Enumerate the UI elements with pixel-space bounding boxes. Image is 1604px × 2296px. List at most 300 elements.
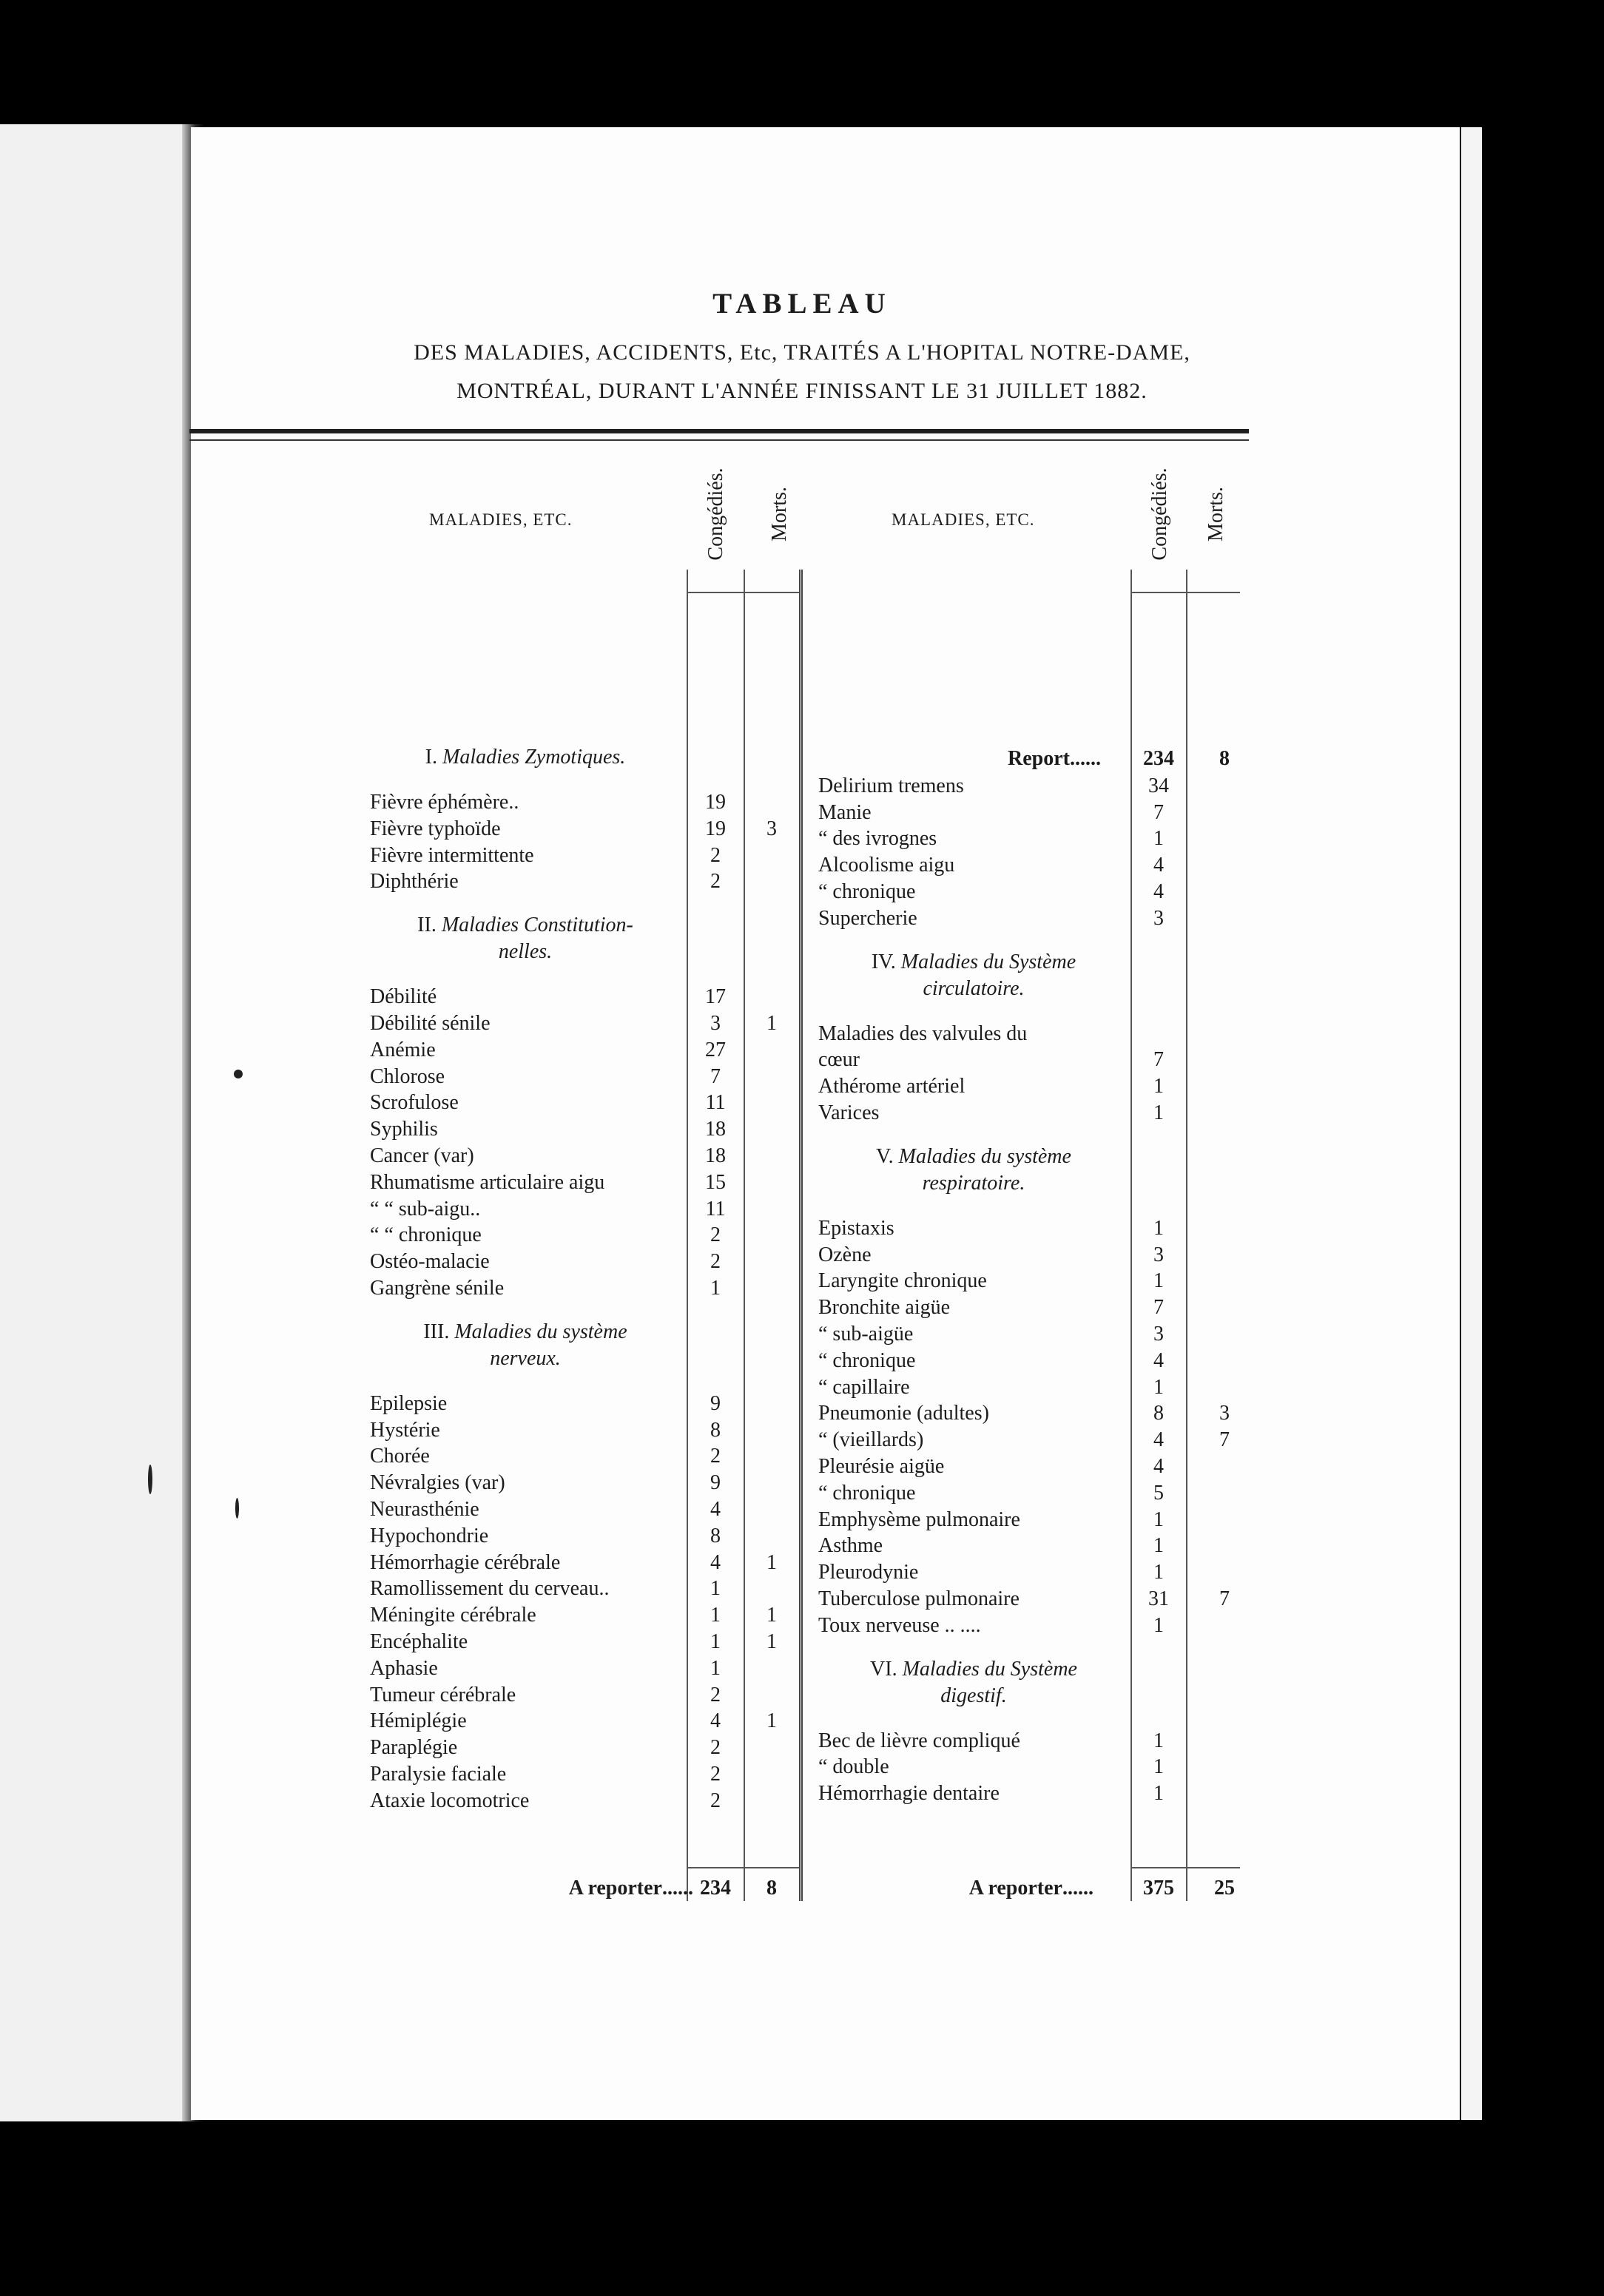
- congedies-value: 2: [710, 1223, 721, 1247]
- section-title: Maladies du Système: [900, 950, 1076, 973]
- morts-value: 1: [766, 1012, 777, 1035]
- table-row: [818, 1243, 1247, 1268]
- disease-name-text: Fièvre éphémère..: [370, 791, 522, 814]
- disease-name: [370, 1064, 684, 1090]
- left-total-rule: [688, 1867, 799, 1868]
- page-subtitle-line1: DES MALADIES, ACCIDENTS, Etc, TRAITÉS A L'HOPITAL NOTRE-DAME,: [414, 340, 1190, 365]
- table-row: [370, 1524, 794, 1549]
- disease-name-text: Ostéo-malacie: [370, 1250, 493, 1273]
- disease-name-text: “ chronique: [818, 1349, 918, 1372]
- table-row: [370, 1090, 794, 1115]
- disease-name-text: “ chronique: [818, 880, 918, 903]
- disease-name-text: Maladies des valvules du: [818, 1022, 1030, 1045]
- congedies-value: 1: [1153, 1075, 1164, 1098]
- section-title-continued: respiratoire.: [922, 1171, 1025, 1195]
- congedies-value: 1: [710, 1656, 721, 1680]
- disease-name: [370, 985, 684, 1010]
- congedies-value: 1: [1153, 1269, 1164, 1293]
- disease-name: [370, 1223, 684, 1248]
- congedies-value: 1: [710, 1277, 721, 1300]
- disease-name: [370, 1656, 684, 1681]
- disease-name-text: “ sub-aigüe: [818, 1323, 916, 1345]
- disease-name: [818, 1348, 1129, 1374]
- disease-name: [370, 869, 684, 894]
- right-total-rule: [1130, 1867, 1240, 1868]
- table-row: [370, 1038, 794, 1063]
- disease-name-text: Hystérie: [370, 1419, 443, 1442]
- disease-name: [370, 1391, 684, 1417]
- section-title-continued: circulatoire.: [923, 976, 1025, 1000]
- smudge-mark: [148, 1465, 152, 1494]
- disease-name-text: Bec de lièvre compliqué: [818, 1729, 1023, 1752]
- disease-name-text: Fièvre typhoïde: [370, 817, 504, 840]
- disease-name: [370, 1789, 684, 1814]
- congedies-value: 11: [705, 1197, 726, 1220]
- disease-name-text: Fièvre intermittente: [370, 844, 537, 867]
- disease-name: [370, 1683, 684, 1708]
- table-row: [370, 1117, 794, 1142]
- disease-name-text: Supercherie: [818, 907, 920, 930]
- right-report-row: [818, 744, 1247, 774]
- congedies-value: 1: [1153, 827, 1164, 851]
- disease-name: [370, 1576, 684, 1601]
- section-numeral: II.: [417, 914, 437, 937]
- table-row: [818, 1295, 1247, 1320]
- table-row: [370, 1249, 794, 1274]
- table-row: [818, 1587, 1247, 1612]
- table-row: [370, 843, 794, 868]
- smudge-mark: [235, 1498, 239, 1519]
- congedies-value: 1: [1153, 1216, 1164, 1240]
- disease-name-text: Pleurodynie: [818, 1561, 921, 1584]
- disease-name: [818, 1755, 1129, 1780]
- left-congedies-header: [701, 448, 731, 581]
- disease-name-text: Hémorrhagie cérébrale: [370, 1551, 563, 1574]
- total-congedies: 234: [700, 1877, 731, 1900]
- right-congedies-header: [1145, 448, 1175, 581]
- table-row: [818, 1454, 1247, 1479]
- left-congedies-header-text: Congédiés.: [704, 467, 727, 561]
- table-row: [370, 1603, 794, 1628]
- disease-name: [818, 774, 1129, 799]
- disease-name: [818, 1269, 1129, 1294]
- congedies-value: 8: [710, 1418, 721, 1442]
- congedies-value: 8: [1153, 1402, 1164, 1425]
- section-numeral: III.: [423, 1320, 450, 1343]
- section-heading: [811, 1144, 1136, 1197]
- disease-name-text: Toux nerveuse .. ....: [818, 1614, 984, 1637]
- disease-name: [370, 1603, 684, 1628]
- disease-name: [818, 906, 1129, 931]
- disease-name: [818, 1454, 1129, 1479]
- table-row: [818, 1101, 1247, 1126]
- congedies-value: 2: [710, 1445, 721, 1468]
- disease-name-text: Emphysème pulmonaire: [818, 1508, 1023, 1531]
- table-row: [370, 1789, 794, 1814]
- congedies-value: 4: [710, 1709, 721, 1733]
- morts-value: 1: [766, 1709, 777, 1733]
- table-row: [370, 1630, 794, 1655]
- table-row: [818, 1074, 1247, 1099]
- table-row: [818, 1755, 1247, 1780]
- disease-name-text: Epilepsie: [370, 1392, 450, 1415]
- disease-name-text: Asthme: [818, 1534, 886, 1557]
- leader-dots: ......: [1070, 747, 1101, 770]
- disease-name-text: Pneumonie (adultes): [818, 1402, 992, 1425]
- table-row: [818, 800, 1247, 825]
- table-row: [818, 1269, 1247, 1294]
- table-row: [818, 1216, 1247, 1241]
- right-total-row: [818, 1874, 1247, 1903]
- section-heading: [363, 744, 688, 771]
- disease-name: [818, 826, 1129, 851]
- disease-name: [818, 853, 1129, 878]
- right-morts-header-text: Morts.: [1204, 487, 1227, 541]
- congedies-value: 1: [1153, 1729, 1164, 1752]
- congedies-value: 4: [1153, 1428, 1164, 1452]
- disease-name: [818, 1781, 1129, 1806]
- table-row: [370, 985, 794, 1010]
- congedies-value: 3: [710, 1012, 721, 1035]
- disease-name-text: Delirium tremens: [818, 774, 967, 797]
- congedies-value: 1: [1153, 1782, 1164, 1806]
- congedies-value: 1: [1153, 1613, 1164, 1637]
- table-row: [370, 1170, 794, 1195]
- congedies-value: 7: [710, 1064, 721, 1088]
- disease-name-text: cœur: [818, 1048, 863, 1071]
- congedies-value: 4: [1153, 880, 1164, 903]
- section-numeral: V.: [876, 1144, 894, 1168]
- page-subtitle-line2: MONTRÉAL, DURANT L'ANNÉE FINISSANT LE 31 JUILLET 1882.: [456, 379, 1148, 403]
- disease-name-text: Gangrène sénile: [370, 1277, 507, 1300]
- congedies-value: 7: [1153, 1296, 1164, 1320]
- table-row: [370, 1683, 794, 1708]
- disease-name-text: Diphthérie: [370, 870, 462, 893]
- congedies-value: 15: [705, 1170, 726, 1194]
- disease-name-text: Manie: [818, 801, 875, 824]
- disease-name: [370, 1735, 684, 1760]
- table-row: [370, 1471, 794, 1496]
- section-numeral: IV.: [871, 950, 896, 973]
- congedies-value: 31: [1148, 1587, 1169, 1610]
- section-heading: [363, 912, 688, 965]
- congedies-value: 11: [705, 1091, 726, 1115]
- table-row: [818, 1348, 1247, 1374]
- morts-value: 3: [1219, 1402, 1230, 1425]
- disease-name-text: “ “ chronique: [370, 1223, 485, 1246]
- total-label: A reporter: [568, 1877, 662, 1900]
- section-numeral: I.: [425, 746, 437, 769]
- disease-name: [370, 1471, 684, 1496]
- congedies-value: 1: [1153, 1561, 1164, 1584]
- morts-value: 1: [766, 1630, 777, 1653]
- disease-name-text: Neurasthénie: [370, 1498, 482, 1521]
- disease-name: [818, 1613, 1129, 1638]
- table-row: [370, 1550, 794, 1576]
- right-morts-header: [1202, 448, 1231, 581]
- section-title: Maladies Zymotiques.: [442, 746, 626, 769]
- table-row: [818, 1401, 1247, 1426]
- table-row: [818, 1729, 1247, 1754]
- disease-name-text: Paraplégie: [370, 1736, 460, 1759]
- disease-name-text: Laryngite chronique: [818, 1269, 990, 1292]
- congedies-value: 9: [710, 1391, 721, 1415]
- congedies-value: 27: [705, 1038, 726, 1061]
- disease-name-text: Cancer (var): [370, 1144, 477, 1167]
- table-row: [370, 1276, 794, 1301]
- left-morts-header-text: Morts.: [768, 487, 791, 541]
- congedies-value: 19: [705, 791, 726, 814]
- total-morts: 8: [766, 1877, 777, 1900]
- table-row: [818, 774, 1247, 799]
- morts-value: 7: [1219, 1587, 1230, 1610]
- total-congedies: 234: [1143, 747, 1174, 770]
- table-row: [818, 1613, 1247, 1638]
- disease-name-text: Méningite cérébrale: [370, 1604, 539, 1627]
- disease-name: [818, 1560, 1129, 1585]
- disease-name: [818, 1047, 1129, 1073]
- section-title-continued: digestif.: [940, 1684, 1007, 1707]
- disease-name-text: Epistaxis: [818, 1217, 897, 1240]
- congedies-value: 18: [705, 1144, 726, 1167]
- congedies-value: 18: [705, 1118, 726, 1141]
- total-morts: 25: [1214, 1877, 1235, 1900]
- disease-name: [370, 843, 684, 868]
- congedies-value: 3: [1153, 1323, 1164, 1345]
- congedies-value: 19: [705, 817, 726, 840]
- table-row: [818, 1481, 1247, 1506]
- disease-name: [818, 1295, 1129, 1320]
- disease-name-text: Alcoolisme aigu: [818, 854, 957, 877]
- disease-name-text: Ataxie locomotrice: [370, 1789, 532, 1812]
- disease-name-text: Hémorrhagie dentaire: [818, 1782, 1002, 1805]
- disease-name: [818, 1729, 1129, 1754]
- table-row: [818, 1375, 1247, 1400]
- table-row: [370, 1762, 794, 1787]
- disease-name-text: Débilité sénile: [370, 1012, 493, 1035]
- congedies-value: 1: [1153, 1375, 1164, 1399]
- section-heading: [363, 1319, 688, 1372]
- title-rule-thick: [189, 429, 1249, 433]
- disease-name: [818, 1322, 1129, 1347]
- table-row: [370, 1444, 794, 1469]
- leader-dots: ......: [1062, 1877, 1094, 1900]
- disease-name: [818, 1216, 1129, 1241]
- total-congedies: 375: [1143, 1877, 1174, 1900]
- disease-name: [818, 1481, 1129, 1506]
- disease-name: [818, 1533, 1129, 1559]
- total-morts: 8: [1219, 747, 1230, 770]
- congedies-value: 2: [710, 1763, 721, 1786]
- disease-name-text: Anémie: [370, 1039, 439, 1061]
- disease-name-text: “ chronique: [818, 1482, 918, 1505]
- congedies-value: 5: [1153, 1481, 1164, 1505]
- table-row: [370, 1011, 794, 1036]
- disease-name: [370, 1117, 684, 1142]
- disease-name: [818, 1101, 1129, 1126]
- disease-name: [370, 1249, 684, 1274]
- disease-name-text: Chorée: [370, 1445, 433, 1468]
- congedies-value: 8: [710, 1524, 721, 1547]
- disease-name: [370, 1762, 684, 1787]
- disease-name-text: “ “ sub-aigu..: [370, 1198, 483, 1220]
- congedies-value: 1: [710, 1630, 721, 1653]
- congedies-value: 2: [710, 1789, 721, 1812]
- page-edge: [1461, 127, 1482, 2120]
- congedies-value: 7: [1153, 800, 1164, 824]
- disease-name: [370, 1497, 684, 1522]
- total-label: A reporter: [968, 1877, 1062, 1900]
- disease-name-text: “ capillaire: [818, 1376, 913, 1399]
- disease-name-text: Débilité: [370, 985, 439, 1008]
- table-row: [818, 906, 1247, 931]
- table-row: [818, 1022, 1247, 1047]
- left-maladies-header: MALADIES, ETC.: [429, 510, 573, 529]
- disease-name: [818, 1074, 1129, 1099]
- disease-name-text: Pleurésie aigüe: [818, 1455, 947, 1478]
- disease-name-text: Athérome artériel: [818, 1075, 968, 1098]
- table-row: [370, 817, 794, 842]
- disease-name-text: Syphilis: [370, 1118, 441, 1141]
- header-rule: [1130, 592, 1240, 593]
- congedies-value: 2: [710, 1683, 721, 1706]
- disease-name: [370, 1090, 684, 1115]
- section-title: Maladies du Système: [902, 1657, 1077, 1681]
- table-row: [818, 879, 1247, 905]
- table-row: [370, 869, 794, 894]
- leader-dots: ......: [662, 1877, 693, 1900]
- section-heading: [811, 949, 1136, 1002]
- section-title: Maladies du système: [454, 1320, 627, 1343]
- disease-name: [370, 1709, 684, 1734]
- right-congedies-header-text: Congédiés.: [1148, 467, 1171, 561]
- table-row: [818, 1560, 1247, 1585]
- table-row: [370, 1144, 794, 1169]
- congedies-value: 1: [710, 1577, 721, 1601]
- morts-value: 3: [766, 817, 777, 840]
- disease-name: [818, 1022, 1129, 1047]
- page-title: TABLEAU: [712, 288, 892, 320]
- section-title-continued: nelles.: [498, 940, 553, 964]
- table-row: [818, 1781, 1247, 1806]
- disease-name: [370, 1011, 684, 1036]
- congedies-value: 1: [1153, 1755, 1164, 1779]
- disease-name-text: Varices: [818, 1101, 882, 1124]
- disease-name-text: Paralysie faciale: [370, 1763, 509, 1786]
- disease-name: [370, 1630, 684, 1655]
- congedies-value: 7: [1153, 1048, 1164, 1072]
- disease-name: [370, 1144, 684, 1169]
- morts-value: 7: [1219, 1428, 1230, 1452]
- congedies-value: 2: [710, 1736, 721, 1760]
- congedies-value: 1: [1153, 1101, 1164, 1124]
- disease-name-text: “ double: [818, 1755, 892, 1778]
- congedies-value: 4: [1153, 1455, 1164, 1478]
- title-rule-thin: [189, 439, 1249, 441]
- table-row: [370, 1064, 794, 1090]
- disease-name: [370, 790, 684, 815]
- disease-name-text: Rhumatisme articulaire aigu: [370, 1171, 607, 1194]
- congedies-value: 4: [710, 1498, 721, 1521]
- disease-name-text: “ des ivrognes: [818, 827, 940, 850]
- disease-name: [818, 800, 1129, 825]
- table-row: [370, 1735, 794, 1760]
- disease-name: [370, 1550, 684, 1576]
- disease-name: [818, 1587, 1129, 1612]
- table-row: [370, 1197, 794, 1222]
- table-row: [370, 1576, 794, 1601]
- congedies-value: 4: [1153, 1348, 1164, 1372]
- congedies-value: 4: [710, 1550, 721, 1574]
- congedies-value: 1: [710, 1604, 721, 1627]
- disease-name-text: Tuberculose pulmonaire: [818, 1587, 1022, 1610]
- disease-name: [818, 1375, 1129, 1400]
- congedies-value: 3: [1153, 1243, 1164, 1266]
- disease-name-text: Hémiplégie: [370, 1709, 470, 1732]
- congedies-value: 2: [710, 843, 721, 867]
- congedies-value: 3: [1153, 906, 1164, 930]
- left-page: [0, 124, 191, 2121]
- congedies-value: 1: [1153, 1534, 1164, 1558]
- right-maladies-header: MALADIES, ETC.: [892, 510, 1035, 529]
- disease-name: [370, 1418, 684, 1443]
- disease-name: [818, 1428, 1129, 1453]
- disease-name: [370, 1444, 684, 1469]
- table-row: [370, 1656, 794, 1681]
- table-row: [818, 1322, 1247, 1347]
- table-row: [818, 1428, 1247, 1453]
- section-title: Maladies Constitution-: [441, 914, 633, 937]
- table-row: [370, 1391, 794, 1417]
- disease-name-text: Ramollissement du cerveau..: [370, 1577, 612, 1600]
- disease-name: [818, 1243, 1129, 1268]
- morts-value: 1: [766, 1550, 777, 1574]
- section-title-continued: nerveux.: [490, 1346, 561, 1370]
- table-row: [370, 1497, 794, 1522]
- table-row: [818, 853, 1247, 878]
- congedies-value: 17: [705, 985, 726, 1009]
- disease-name-text: Encéphalite: [370, 1630, 471, 1653]
- table-row: [370, 1709, 794, 1734]
- congedies-value: 9: [710, 1471, 721, 1495]
- table-row: [818, 826, 1247, 851]
- table-row: [370, 790, 794, 815]
- left-morts-header: [765, 448, 795, 581]
- congedies-value: 2: [710, 870, 721, 894]
- disease-name-text: Scrofulose: [370, 1091, 462, 1114]
- table-row: [818, 1047, 1247, 1073]
- disease-name: [370, 817, 684, 842]
- congedies-value: 34: [1148, 774, 1169, 797]
- section-heading: [811, 1656, 1136, 1709]
- disease-name-text: Tumeur cérébrale: [370, 1684, 519, 1706]
- total-label: Report: [1008, 747, 1070, 770]
- disease-name: [818, 1507, 1129, 1533]
- table-row: [818, 1507, 1247, 1533]
- table-row: [370, 1418, 794, 1443]
- column-divider: [799, 570, 803, 1901]
- table-row: [370, 1223, 794, 1248]
- left-total-row: [370, 1874, 794, 1903]
- morts-value: 1: [766, 1604, 777, 1627]
- disease-name: [370, 1038, 684, 1063]
- disease-name-text: Bronchite aigüe: [818, 1296, 953, 1319]
- disease-name: [370, 1197, 684, 1222]
- table-row: [818, 1533, 1247, 1559]
- disease-name-text: Névralgies (var): [370, 1471, 508, 1494]
- disease-name-text: Ozène: [818, 1243, 875, 1266]
- disease-name-text: Aphasie: [370, 1657, 441, 1680]
